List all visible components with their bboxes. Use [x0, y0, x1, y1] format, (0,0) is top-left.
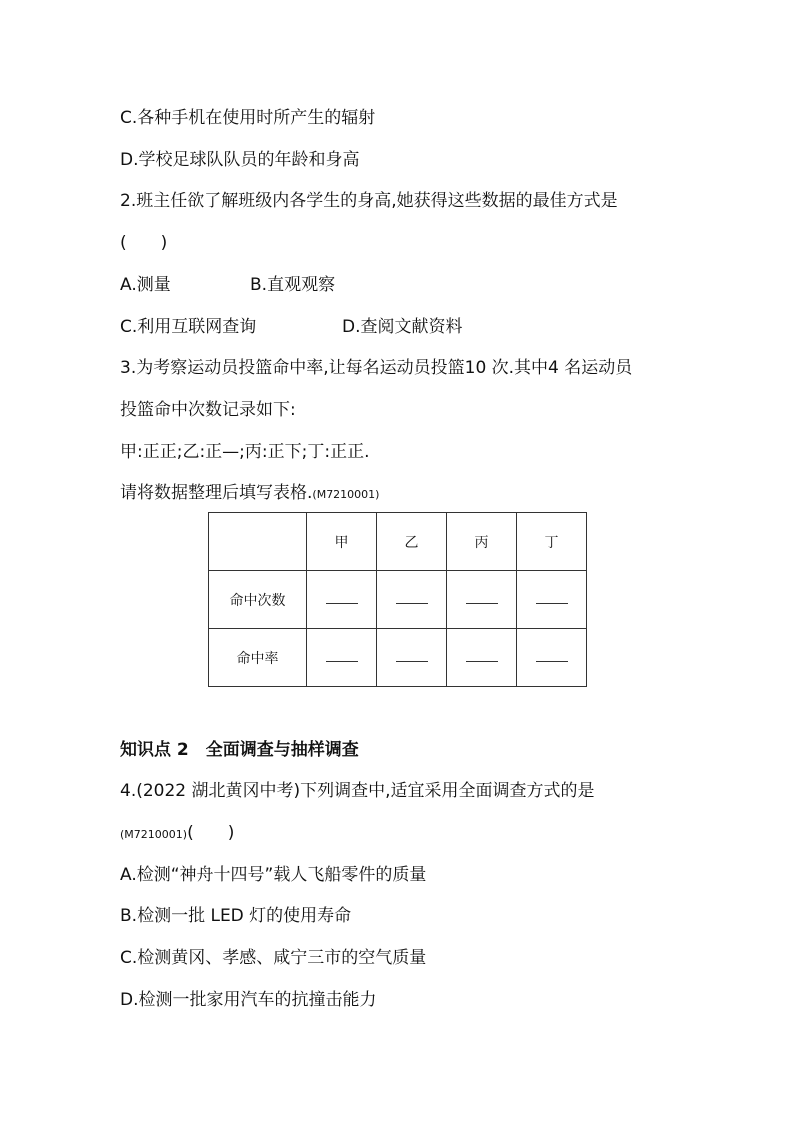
q4-code-line [120, 821, 234, 847]
table-header-yi: 乙 [377, 513, 447, 571]
section-heading: 知识点 2 全面调查与抽样调查 [120, 740, 359, 760]
answer-blank[interactable] [326, 591, 358, 604]
answer-blank-cell[interactable] [307, 571, 377, 629]
answer-blank-cell[interactable] [517, 571, 587, 629]
q3-instruction-text: 请将数据整理后填写表格. [120, 483, 313, 503]
q4-option-a: A.检测“神舟十四号”载人飞船零件的质量 [120, 865, 427, 885]
answer-blank[interactable] [396, 591, 428, 604]
q2-option-b: B.直观观察 [250, 275, 336, 295]
answer-blank[interactable] [536, 591, 568, 604]
table-header-bing: 丙 [447, 513, 517, 571]
q3-stem-line-2: 投篮命中次数记录如下: [120, 400, 296, 420]
answer-blank-cell[interactable] [307, 629, 377, 687]
q4-answer-paren: ( ) [187, 823, 235, 843]
q3-code: (M7210001) [312, 488, 380, 501]
q3-instruction [120, 481, 379, 507]
answer-blank-cell[interactable] [447, 571, 517, 629]
answer-blank[interactable] [536, 649, 568, 662]
answer-blank-cell[interactable] [377, 629, 447, 687]
table-header-jia: 甲 [307, 513, 377, 571]
q3-tally-record: 甲:正正;乙:正—;丙:正下;丁:正正. [120, 442, 370, 462]
answer-blank[interactable] [326, 649, 358, 662]
answer-blank-cell[interactable] [447, 629, 517, 687]
q2-options-row-1 [120, 273, 335, 297]
table-header-ding: 丁 [517, 513, 587, 571]
answer-blank[interactable] [396, 649, 428, 662]
answer-blank-cell[interactable] [517, 629, 587, 687]
table-row [209, 629, 587, 687]
q2-option-a: A.测量 [120, 275, 171, 295]
q2-stem: 2.班主任欲了解班级内各学生的身高,她获得这些数据的最佳方式是 [120, 191, 618, 211]
q4-option-b: B.检测一批 LED 灯的使用寿命 [120, 906, 352, 926]
row-label-hits: 命中次数 [209, 571, 307, 629]
q3-stem-line-1: 3.为考察运动员投篮命中率,让每名运动员投篮10 次.其中4 名运动员 [120, 358, 633, 378]
q4-option-d: D.检测一批家用汽车的抗撞击能力 [120, 990, 377, 1010]
q1-option-c: C.各种手机在使用时所产生的辐射 [120, 108, 376, 128]
q2-option-c: C.利用互联网查询 [120, 317, 257, 337]
q4-stem: 4.(2022 湖北黄冈中考)下列调查中,适宜采用全面调查方式的是 [120, 781, 595, 801]
row-label-hit-rate: 命中率 [209, 629, 307, 687]
table-header-row [209, 513, 587, 571]
q2-answer-paren: ( ) [120, 233, 168, 253]
table-row [209, 571, 587, 629]
q4-code: (M7210001) [120, 828, 188, 841]
q2-options-row-2 [120, 315, 463, 339]
tally-table [208, 512, 587, 687]
answer-blank-cell[interactable] [377, 571, 447, 629]
answer-blank[interactable] [466, 591, 498, 604]
q4-option-c: C.检测黄冈、孝感、咸宁三市的空气质量 [120, 948, 427, 968]
table-corner-cell [209, 513, 307, 571]
q1-option-d: D.学校足球队队员的年龄和身高 [120, 150, 360, 170]
answer-blank[interactable] [466, 649, 498, 662]
q2-option-d: D.查阅文献资料 [342, 317, 463, 337]
